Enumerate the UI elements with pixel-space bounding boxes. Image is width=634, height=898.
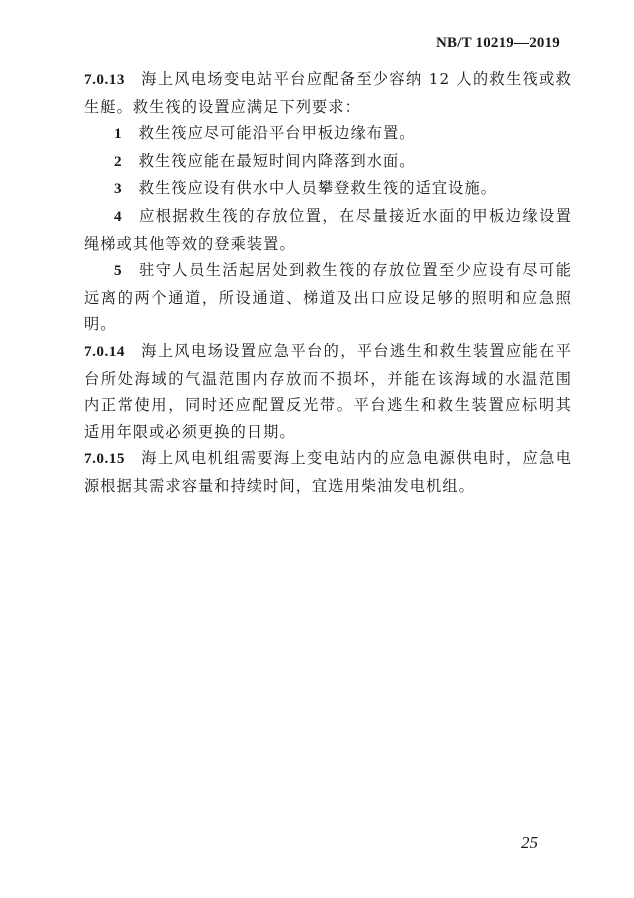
clause-number: 7.0.13 [84, 71, 125, 88]
list-item [84, 148, 572, 176]
clause-text: 海上风电场设置应急平台的，平台逃生和救生装置应能在平台所处海域的气温范围内存放而不损坏，并能在该海域的水温范围内正常使用，同时还应配置反光带。平台逃生和救生装置应标明其适用年限或必须更换的日期。 [84, 341, 572, 441]
list-item [84, 120, 572, 148]
item-text: 救生筏应能在最短时间内降落到水面。 [138, 151, 416, 170]
standard-code: NB/T 10219—2019 [436, 35, 560, 51]
document-body [84, 66, 572, 500]
item-text: 救生筏应尽可能沿平台甲板边缘布置。 [138, 124, 416, 143]
item-number: 5 [114, 262, 123, 280]
list-item [84, 257, 572, 338]
clause-7-0-15 [84, 445, 572, 499]
list-item [84, 203, 572, 257]
item-text: 救生筏应设有供水中人员攀登救生筏的适宜设施。 [138, 179, 498, 198]
item-text: 驻守人员生活起居处到救生筏的存放位置至少应设有尽可能远离的两个通道，所设通道、梯道及出口应设足够的照明和应急照明。 [84, 261, 572, 334]
clause-number: 7.0.14 [84, 342, 125, 360]
list-item [84, 175, 572, 203]
item-text: 应根据救生筏的存放位置，在尽量接近水面的甲板边缘设置绳梯或其他等效的登乘装置。 [84, 206, 572, 253]
clause-text: 海上风电场变电站平台应配备至少容纳 12 人的救生筏或救生艇。救生筏的设置应满足下列要求： [84, 70, 572, 116]
item-number: 4 [114, 207, 123, 225]
clause-number: 7.0.15 [84, 450, 125, 468]
clause-7-0-13 [84, 66, 572, 120]
item-number: 2 [114, 152, 123, 170]
clause-text: 海上风电机组需要海上变电站内的应急电源供电时，应急电源根据其需求容量和持续时间，宜选用柴油发电机组。 [84, 449, 572, 495]
clause-7-0-14 [84, 338, 572, 445]
item-number: 1 [114, 125, 123, 143]
item-number: 3 [114, 180, 123, 198]
page-number: 25 [521, 833, 538, 852]
